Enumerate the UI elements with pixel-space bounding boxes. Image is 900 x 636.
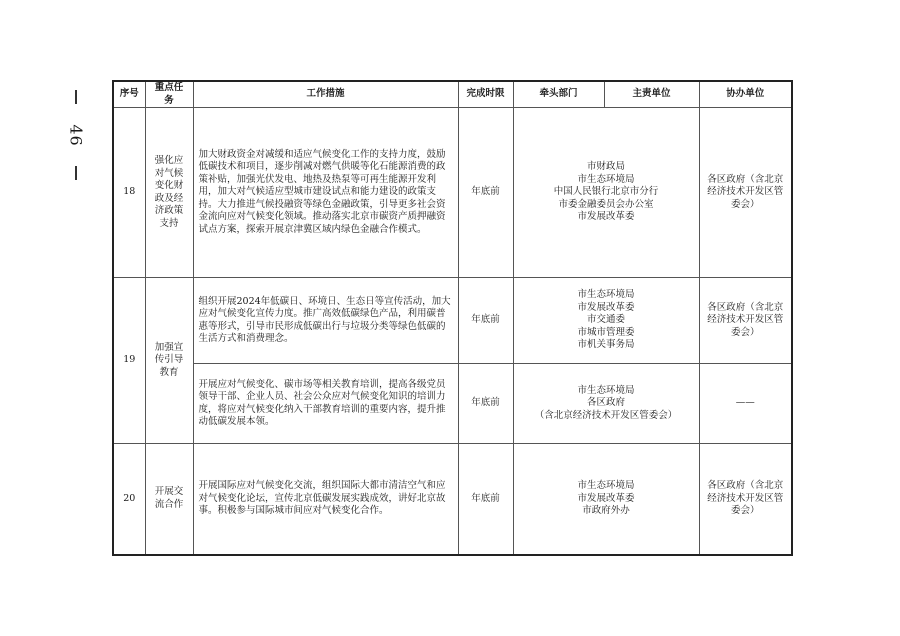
lead-dept-item: 市机关事务局	[577, 339, 635, 351]
header-lead-dept: 牵头部门	[513, 81, 604, 108]
header-deadline: 完成时限	[458, 81, 513, 108]
header-measures: 工作措施	[193, 81, 458, 108]
row-lead-dept	[513, 364, 699, 444]
row-deadline: 年底前	[458, 444, 513, 555]
row-task: 强化应对气候变化财政及经济政策支持	[145, 108, 193, 278]
header-main-unit: 主责单位	[604, 81, 699, 108]
header-no: 序号	[113, 81, 145, 108]
table-row	[113, 444, 792, 555]
row-lead-dept	[513, 444, 699, 555]
row-assist-unit: 各区政府（含北京经济技术开发区管委会）	[699, 278, 792, 364]
lead-dept-item: 市城市管理委	[577, 326, 635, 338]
page-number	[60, 90, 92, 180]
row-assist-unit: ——	[699, 364, 792, 444]
row-deadline: 年底前	[458, 278, 513, 364]
row-no: 18	[113, 108, 145, 278]
lead-dept-item: 各区政府	[586, 397, 625, 409]
page-number-dash-bottom	[75, 166, 77, 180]
table-row	[113, 364, 792, 444]
row-no: 19	[113, 278, 145, 444]
header-assist-unit: 协办单位	[699, 81, 792, 108]
row-no: 20	[113, 444, 145, 555]
row-lead-dept	[513, 108, 699, 278]
page-number-dash-top	[75, 90, 77, 104]
row-measures: 加大财政资金对减缓和适应气候变化工作的支持力度，鼓励低碳技术和项目，逐步削减对燃气供暖等化石能源消费的政策补贴，加强光伏发电、地热及热泵等可再生能源开发利用，加大对气候适应型城市建设试点和能力建设的政策支持。大力推进气候投融资等绿色金融政策，引导更多社会资金流向应对气候变化领域。推动落实北京市碳资产质押融资试点方案，探索开展京津冀区域内绿色金融合作模式。	[193, 108, 458, 278]
lead-dept-item: 市生态环境局	[577, 480, 635, 491]
row-measures: 组织开展2024年低碳日、环境日、生态日等宣传活动，加大应对气候变化宣传力度。推广高效低碳绿色产品，利用碳普惠等形式，引导市民形成低碳出行与垃圾分类等绿色低碳的生活方式和消费理念。	[193, 278, 458, 364]
lead-dept-item: （含北京经济技术开发区管委会）	[534, 409, 678, 421]
row-assist-unit: 各区政府（含北京经济技术开发区管委会）	[699, 108, 792, 278]
lead-dept-item: 市生态环境局	[577, 289, 635, 301]
row-deadline: 年底前	[458, 108, 513, 278]
row-lead-dept	[513, 278, 699, 364]
row-task: 开展交流合作	[145, 444, 193, 555]
lead-dept-item: 中国人民银行北京市分行	[553, 186, 659, 198]
tasks-table	[112, 80, 793, 556]
lead-dept-item: 市交通委	[586, 314, 625, 326]
row-task: 加强宣传引导教育	[145, 278, 193, 444]
table-header-row	[113, 81, 792, 108]
lead-dept-item: 市生态环境局	[577, 173, 635, 185]
row-assist-unit: 各区政府（含北京经济技术开发区管委会）	[699, 444, 792, 555]
row-measures: 开展应对气候变化、碳市场等相关教育培训，提高各级党员领导干部、企业人员、社会公众应对气候变化知识的培训力度，将应对气候变化纳入干部教育培训的重要内容，提升推动低碳发展本领。	[193, 364, 458, 444]
lead-dept-item: 市发展改革委	[577, 211, 635, 223]
lead-dept-item: 市委金融委员会办公室	[558, 198, 654, 210]
page-number-text: 46	[66, 123, 86, 147]
lead-dept-item: 市生态环境局	[577, 384, 635, 396]
header-task: 重点任务	[145, 81, 193, 108]
row-deadline: 年底前	[458, 364, 513, 444]
lead-dept-item: 市财政局	[586, 161, 625, 173]
lead-dept-item: 市政府外办	[582, 505, 630, 516]
lead-dept-item: 市发展改革委	[577, 492, 635, 504]
row-measures: 开展国际应对气候变化交流，组织国际大都市清洁空气和应对气候变化论坛，宣传北京低碳发展实践成效，讲好北京故事。积极参与国际城市间应对气候变化合作。	[193, 444, 458, 555]
table-row	[113, 278, 792, 364]
lead-dept-item: 市发展改革委	[577, 301, 635, 313]
table-row	[113, 108, 792, 278]
